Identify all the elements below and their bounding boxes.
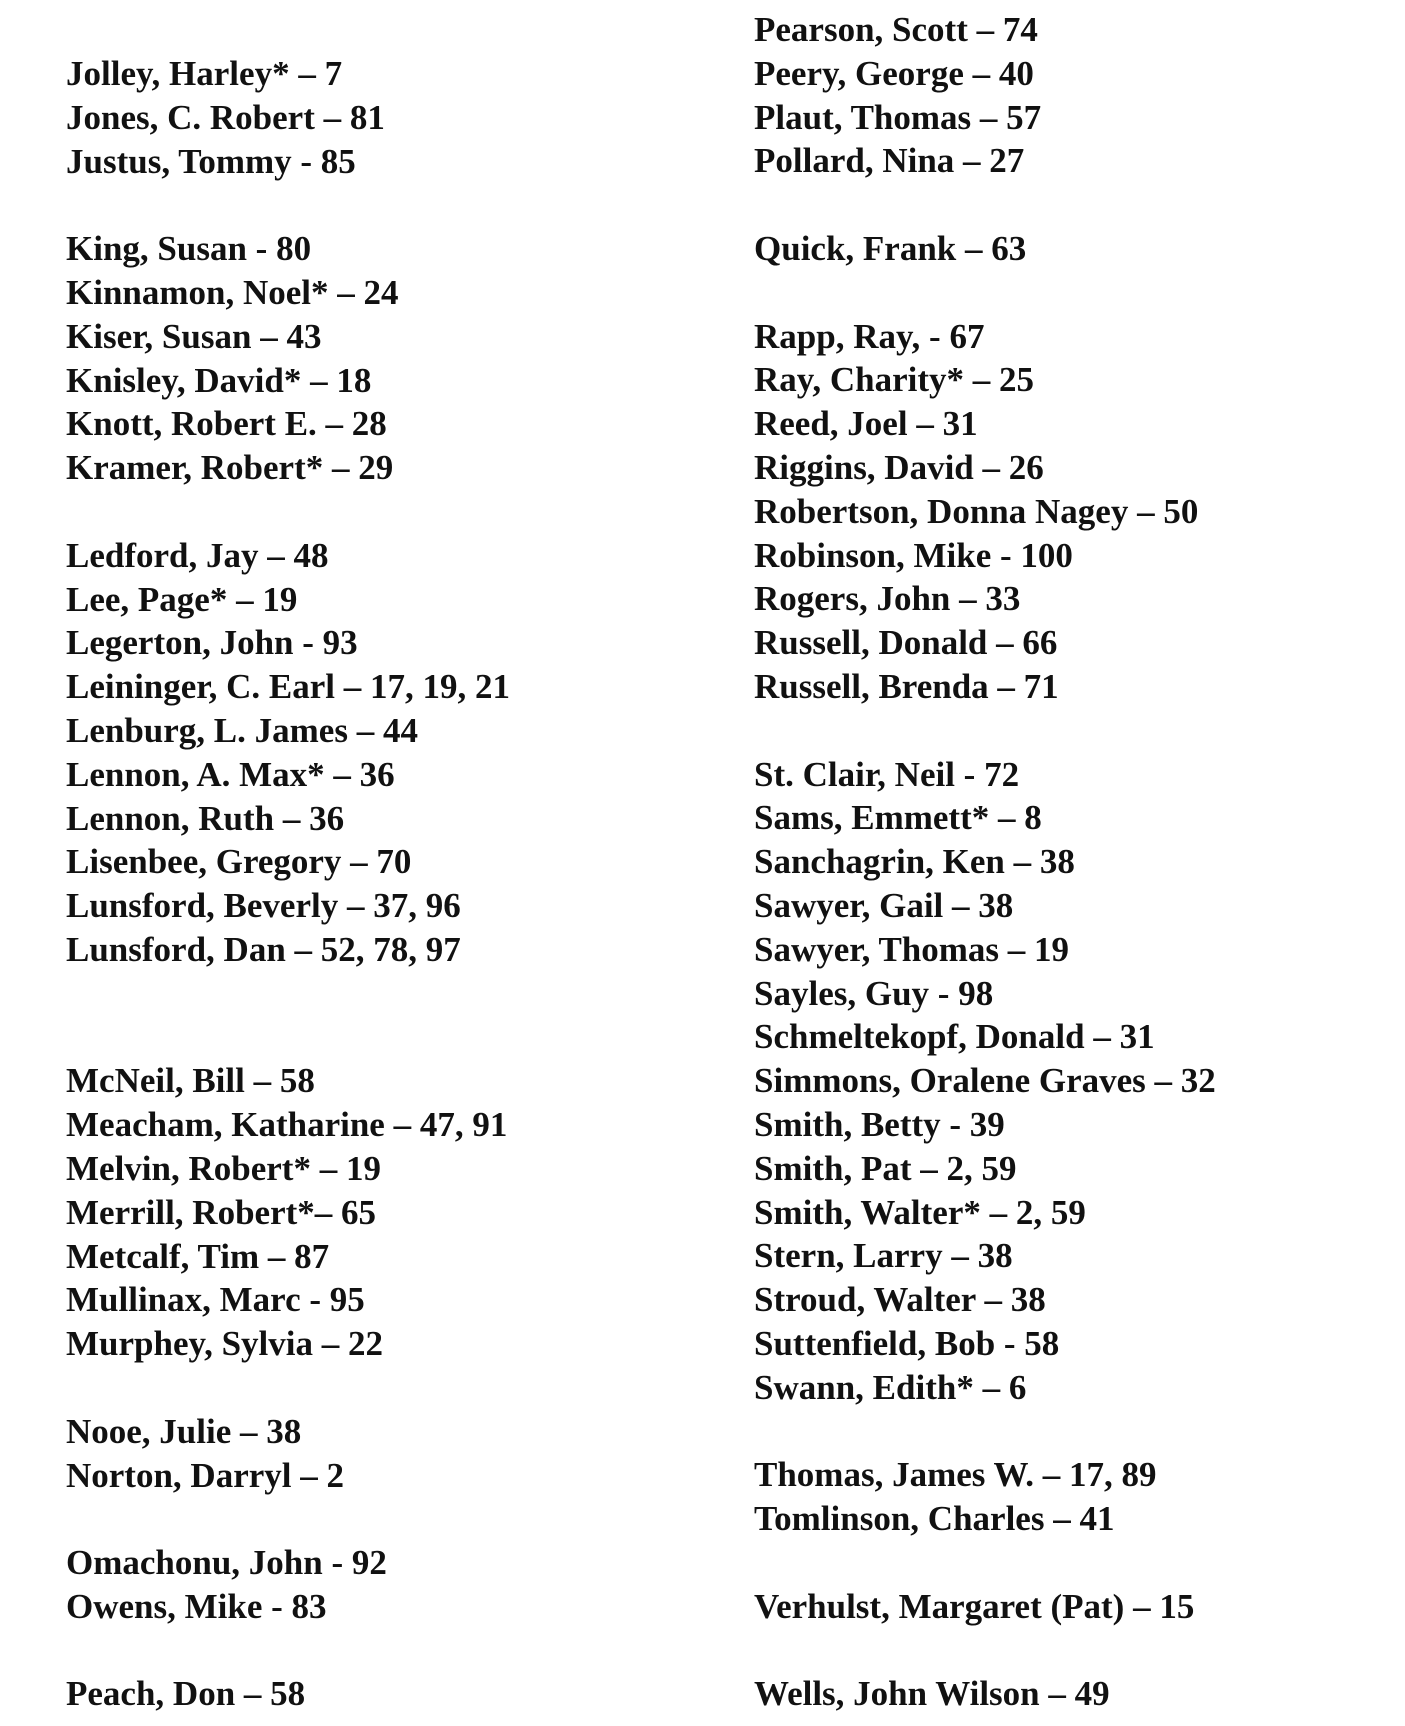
index-entry: Riggins, David – 26	[754, 447, 1044, 487]
index-entry: Robinson, Mike - 100	[754, 535, 1073, 575]
blank-line	[754, 183, 1394, 227]
index-entry: Peach, Don – 58	[66, 1674, 306, 1714]
index-entry: Smith, Betty - 39	[754, 1104, 1005, 1144]
blank-line	[66, 1016, 706, 1060]
index-entry: Knisley, David* – 18	[66, 360, 372, 400]
index-entry: Sayles, Guy - 98	[754, 973, 994, 1013]
index-entry: Owens, Mike - 83	[66, 1586, 327, 1626]
index-entry: Jones, C. Robert – 81	[66, 97, 385, 137]
index-entry: Pollard, Nina – 27	[754, 141, 1025, 181]
index-entry: Reed, Joel – 31	[754, 404, 978, 444]
index-entry: Smith, Walter* – 2, 59	[754, 1192, 1086, 1232]
index-entry: Stern, Larry – 38	[754, 1236, 1013, 1276]
index-entry: Ledford, Jay – 48	[66, 535, 329, 575]
index-entry: Sawyer, Gail – 38	[754, 885, 1014, 925]
index-entry: Lunsford, Dan – 52, 78, 97	[66, 929, 461, 969]
index-entry: Plaut, Thomas – 57	[754, 97, 1042, 137]
index-entry: Ray, Charity* – 25	[754, 360, 1034, 400]
index-entry: Lennon, Ruth – 36	[66, 798, 345, 838]
blank-line	[66, 972, 706, 1016]
blank-line	[754, 271, 1394, 315]
index-entry: King, Susan - 80	[66, 229, 312, 269]
index-entry: Stroud, Walter – 38	[754, 1280, 1046, 1320]
index-entry: Lisenbee, Gregory – 70	[66, 842, 412, 882]
index-entry: Peery, George – 40	[754, 53, 1034, 93]
index-column-left	[66, 52, 706, 1716]
index-entry: Sams, Emmett* – 8	[754, 798, 1042, 838]
index-entry: Russell, Brenda – 71	[754, 666, 1059, 706]
index-entry: Murphey, Sylvia – 22	[66, 1324, 383, 1364]
index-entry: Suttenfield, Bob - 58	[754, 1323, 1060, 1363]
index-entry: Nooe, Julie – 38	[66, 1411, 302, 1451]
index-entry: Legerton, John - 93	[66, 623, 358, 663]
index-column-right	[754, 8, 1394, 1716]
index-entry: Swann, Edith* – 6	[754, 1367, 1027, 1407]
index-entry: Thomas, James W. – 17, 89	[754, 1455, 1157, 1495]
index-entry: Sawyer, Thomas – 19	[754, 929, 1070, 969]
index-entry: Russell, Donald – 66	[754, 623, 1058, 663]
blank-line	[66, 490, 706, 534]
index-entry: Wells, John Wilson – 49	[754, 1674, 1110, 1714]
blank-line	[66, 183, 706, 227]
index-entry: Lee, Page* – 19	[66, 579, 298, 619]
index-entry: Merrill, Robert*– 65	[66, 1192, 377, 1232]
index-entry: Rapp, Ray, - 67	[754, 316, 985, 356]
index-entry: Jolley, Harley* – 7	[66, 54, 343, 93]
index-entry: Quick, Frank – 63	[754, 228, 1027, 268]
index-entry: Lunsford, Beverly – 37, 96	[66, 886, 461, 926]
index-entry: Robertson, Donna Nagey – 50	[754, 491, 1199, 531]
index-entry: Leininger, C. Earl – 17, 19, 21	[66, 667, 510, 707]
index-entry: Omachonu, John - 92	[66, 1543, 387, 1583]
index-entry: Metcalf, Tim – 87	[66, 1236, 330, 1276]
index-entry: Meacham, Katharine – 47, 91	[66, 1105, 508, 1145]
blank-line	[754, 1410, 1394, 1454]
blank-line	[754, 1628, 1394, 1672]
index-entry: Schmeltekopf, Donald – 31	[754, 1017, 1155, 1057]
index-entry: Simmons, Oralene Graves – 32	[754, 1061, 1216, 1101]
index-entry: Mullinax, Marc - 95	[66, 1280, 365, 1320]
index-entry: Knott, Robert E. – 28	[66, 404, 387, 444]
index-entry: St. Clair, Neil - 72	[754, 754, 1020, 794]
index-entry: Tomlinson, Charles – 41	[754, 1499, 1115, 1539]
index-entry: Kinnamon, Noel* – 24	[66, 272, 399, 312]
index-entry: Verhulst, Margaret (Pat) – 15	[754, 1586, 1195, 1626]
index-entry: Justus, Tommy - 85	[66, 141, 356, 181]
index-entry: Kiser, Susan – 43	[66, 316, 322, 356]
index-entry: Sanchagrin, Ken – 38	[754, 842, 1075, 882]
blank-line	[66, 1366, 706, 1410]
blank-line	[754, 1541, 1394, 1585]
index-entry: Smith, Pat – 2, 59	[754, 1148, 1017, 1188]
blank-line	[66, 1497, 706, 1541]
index-entry: Lennon, A. Max* – 36	[66, 754, 395, 794]
index-entry: Kramer, Robert* – 29	[66, 448, 394, 488]
index-entry: Pearson, Scott – 74	[754, 10, 1038, 49]
index-entry: Lenburg, L. James – 44	[66, 710, 418, 750]
blank-line	[754, 709, 1394, 753]
index-entry: Melvin, Robert* – 19	[66, 1148, 381, 1188]
index-entry: Norton, Darryl – 2	[66, 1455, 345, 1495]
index-entry: Rogers, John – 33	[754, 579, 1021, 619]
index-entry: McNeil, Bill – 58	[66, 1061, 315, 1101]
blank-line	[66, 1629, 706, 1673]
